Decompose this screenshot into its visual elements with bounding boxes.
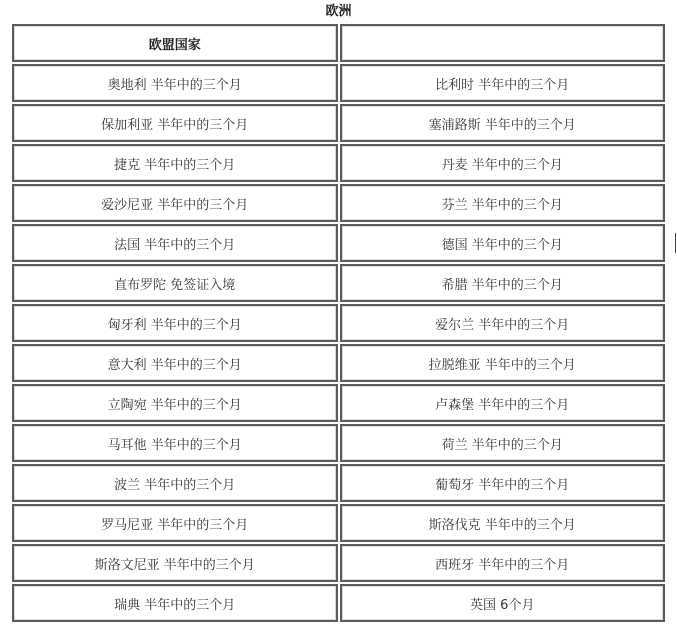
country-cell-left: 直布罗陀 免签证入境: [12, 264, 338, 302]
country-cell-left: 马耳他 半年中的三个月: [12, 424, 338, 462]
table-row: [12, 344, 665, 382]
country-cell-left: 意大利 半年中的三个月: [12, 344, 338, 382]
country-cell-left: 罗马尼亚 半年中的三个月: [12, 504, 338, 542]
table-row: [12, 584, 665, 622]
table-header-row: [12, 24, 665, 62]
table-row: [12, 104, 665, 142]
country-cell-right: 卢森堡 半年中的三个月: [340, 384, 666, 422]
country-cell-right: 斯洛伐克 半年中的三个月: [340, 504, 666, 542]
country-cell-right: 芬兰 半年中的三个月: [340, 184, 666, 222]
table-row: [12, 224, 665, 262]
country-cell-left: 法国 半年中的三个月: [12, 224, 338, 262]
country-cell-right: 丹麦 半年中的三个月: [340, 144, 666, 182]
country-cell-left: 瑞典 半年中的三个月: [12, 584, 338, 622]
country-cell-left: 波兰 半年中的三个月: [12, 464, 338, 502]
header-cell-right: [340, 24, 666, 62]
table-row: [12, 64, 665, 102]
table-body: [12, 24, 665, 622]
country-cell-left: 爱沙尼亚 半年中的三个月: [12, 184, 338, 222]
country-cell-right: 荷兰 半年中的三个月: [340, 424, 666, 462]
table-row: [12, 504, 665, 542]
country-cell-right: 西班牙 半年中的三个月: [340, 544, 666, 582]
country-cell-right: 比利时 半年中的三个月: [340, 64, 666, 102]
country-cell-right: 德国 半年中的三个月: [340, 224, 666, 262]
table-row: [12, 544, 665, 582]
table-row: [12, 424, 665, 462]
text-cursor-marker: [675, 233, 676, 253]
page-title: 欧洲: [325, 4, 352, 19]
table-row: [12, 464, 665, 502]
country-cell-left: 立陶宛 半年中的三个月: [12, 384, 338, 422]
country-cell-left: 捷克 半年中的三个月: [12, 144, 338, 182]
header-cell-left: 欧盟国家: [12, 24, 338, 62]
country-cell-left: 奥地利 半年中的三个月: [12, 64, 338, 102]
country-cell-right: 希腊 半年中的三个月: [340, 264, 666, 302]
table-row: [12, 184, 665, 222]
country-cell-right: 英国 6个月: [340, 584, 666, 622]
table-row: [12, 304, 665, 342]
country-cell-right: 葡萄牙 半年中的三个月: [340, 464, 666, 502]
country-cell-left: 保加利亚 半年中的三个月: [12, 104, 338, 142]
country-cell-right: 拉脱维亚 半年中的三个月: [340, 344, 666, 382]
table-row: [12, 264, 665, 302]
country-cell-right: 塞浦路斯 半年中的三个月: [340, 104, 666, 142]
table-row: [12, 144, 665, 182]
table-row: [12, 384, 665, 422]
country-cell-right: 爱尔兰 半年中的三个月: [340, 304, 666, 342]
country-cell-left: 斯洛文尼亚 半年中的三个月: [12, 544, 338, 582]
country-cell-left: 匈牙利 半年中的三个月: [12, 304, 338, 342]
country-table: [10, 22, 667, 624]
